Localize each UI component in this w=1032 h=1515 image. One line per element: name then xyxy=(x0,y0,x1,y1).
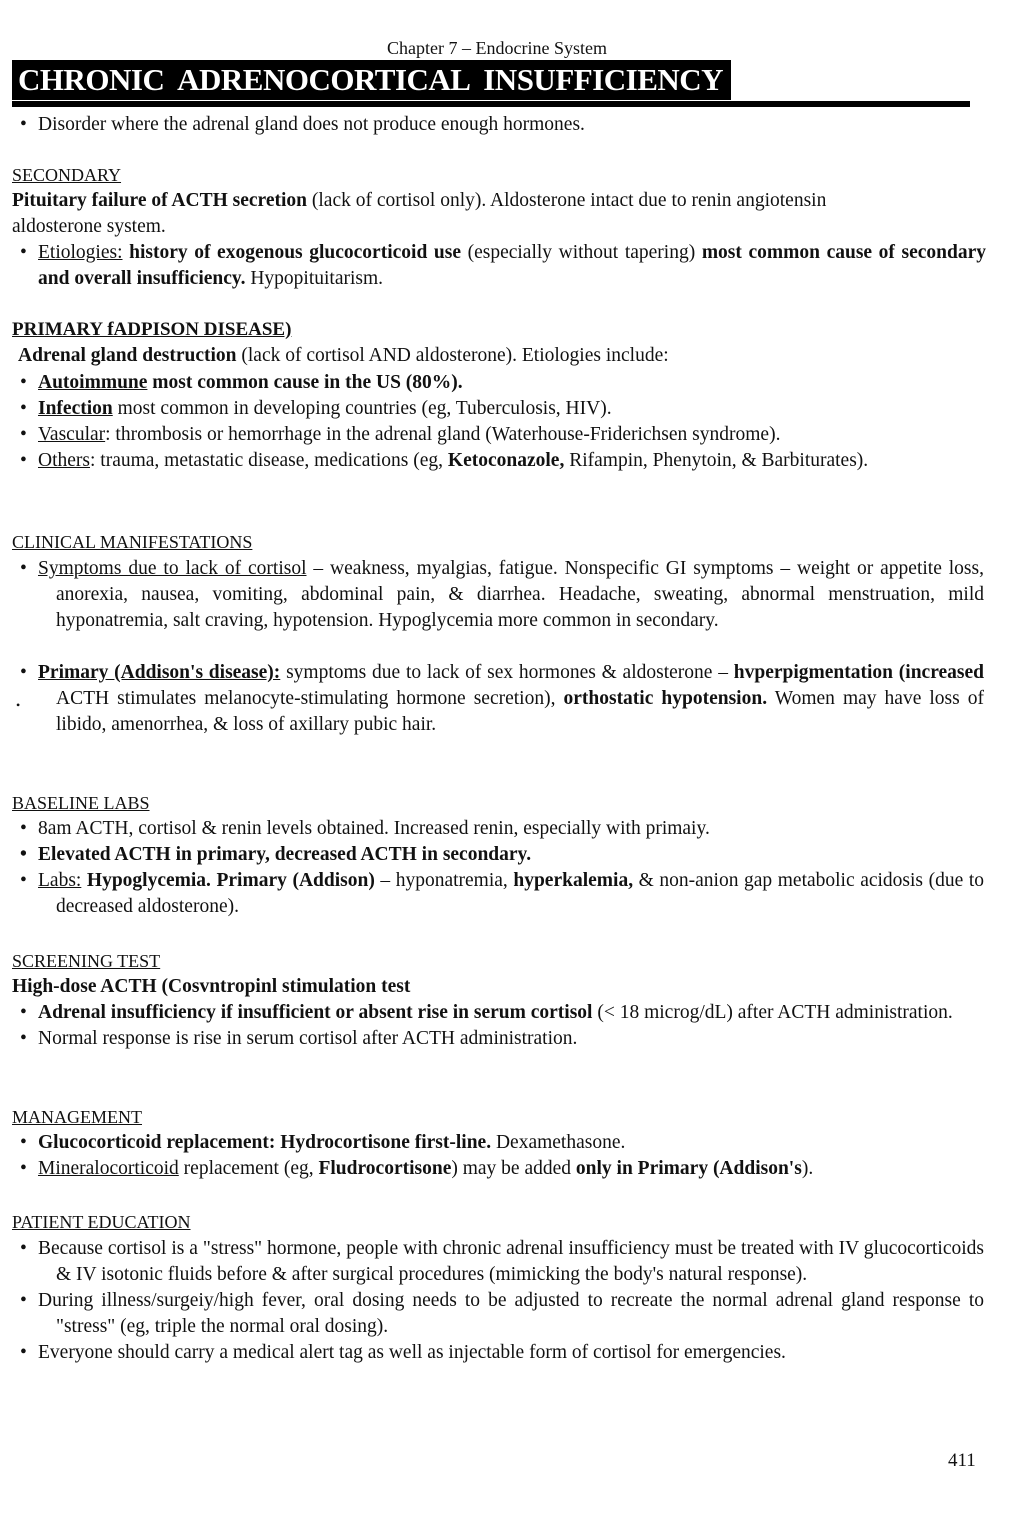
clinical-section xyxy=(12,529,1032,555)
section-heading: CLINICAL MANIFESTATIONS xyxy=(12,532,253,552)
page-title: CHRONIC ADRENOCORTICAL INSUFFICIENCY xyxy=(12,60,731,100)
section-heading: PRIMARY fADPISON DISEASE) xyxy=(12,319,292,340)
item-label: Etiologies: xyxy=(38,242,123,263)
item-text: Normal response is rise in serum cortisol after ACTH administration. xyxy=(38,1028,578,1049)
item-bold: history of exogenous glucocorticoid use xyxy=(122,242,461,263)
list-item xyxy=(0,1026,986,1052)
chapter-header: Chapter 7 – Endocrine System xyxy=(387,38,607,58)
section-heading: SECONDARY xyxy=(12,165,122,185)
item-text: Hypopituitarism. xyxy=(245,268,384,289)
item-bold: hvperpigmentation (increased xyxy=(733,662,984,683)
item-text: ). xyxy=(801,1158,814,1179)
lead-rest: (lack of cortisol AND aldosterone). Etiologies include: xyxy=(236,345,669,366)
primary-section xyxy=(12,317,1032,369)
lead-rest: (lack of cortisol only). Aldosterone intact due to renin angiotensin xyxy=(307,190,827,211)
item-text: Women may have loss of libido, amenorrhea, & loss of axillary pubic hair. xyxy=(56,688,984,735)
item-bold: Ketoconazole, xyxy=(447,450,565,471)
item-text: : thrombosis or hemorrhage in the adrenal gland (Waterhouse-Friderichsen syndrome). xyxy=(105,424,781,445)
clinical-list xyxy=(0,556,1032,738)
primary-lead xyxy=(12,343,1032,369)
list-item xyxy=(0,1156,986,1182)
section-heading: BASELINE LABS xyxy=(12,793,150,813)
item-text: Everyone should carry a medical alert tag as well as injectable form of cortisol for emergencies. xyxy=(38,1342,786,1363)
bullet-icon: • xyxy=(20,558,27,579)
bullet-icon: • xyxy=(20,114,27,135)
bullet-icon: • xyxy=(20,242,27,263)
item-text: 8am ACTH, cortisol & renin levels obtained. Increased renin, especially with primaiy. xyxy=(38,818,710,839)
item-text: ) may be added xyxy=(451,1158,576,1179)
item-bold: Adrenal insufficiency if insufficient or absent rise in serum cortisol xyxy=(38,1002,593,1023)
item-bold: Hypoglycemia. Primary (Addison) xyxy=(81,870,375,891)
item-text: During illness/surgeiy/high fever, oral dosing needs to be adjusted to recreate the normal adrenal gland response to "stress" (eg, triple the normal oral dosing). xyxy=(38,1290,984,1337)
bullet-icon: • xyxy=(20,398,27,419)
item-label: Infection xyxy=(38,398,113,419)
item-text: – hyponatremia, xyxy=(374,870,514,891)
item-text: : trauma, metastatic disease, medications (eg, xyxy=(90,450,448,471)
list-item xyxy=(0,422,986,448)
bullet-icon: • xyxy=(20,870,27,891)
item-text: ACTH stimulates melanocyte-stimulating hormone secretion), xyxy=(56,688,564,709)
item-bold: orthostatic hypotension. xyxy=(563,688,768,709)
page-number: 411 xyxy=(948,1450,976,1471)
lead-bold: Pituitary failure of ACTH secretion xyxy=(12,190,307,211)
title-rule xyxy=(12,101,970,107)
management-list xyxy=(0,1130,1032,1182)
list-item xyxy=(0,842,986,868)
item-text: Rifampin, Phenytoin, & Barbiturates). xyxy=(564,450,869,471)
bullet-icon: • xyxy=(20,372,27,393)
bullet-icon: • xyxy=(20,424,27,445)
labs-section xyxy=(12,790,1032,816)
list-item xyxy=(0,370,986,396)
list-item xyxy=(0,240,986,292)
item-text: & non-anion gap metabolic acidosis (due to decreased aldosterone). xyxy=(56,870,984,917)
list-item xyxy=(0,816,986,842)
primary-list xyxy=(0,370,1032,474)
list-item xyxy=(0,868,984,920)
list-item xyxy=(0,396,986,422)
bullet-icon: • xyxy=(20,662,27,683)
bullet-icon: • xyxy=(20,1028,27,1049)
list-item xyxy=(0,556,984,634)
bullet-icon: • xyxy=(20,1132,27,1153)
item-label: Mineralocorticoid xyxy=(38,1158,179,1179)
section-heading: MANAGEMENT xyxy=(12,1107,142,1127)
item-label: Others xyxy=(38,450,90,471)
item-text: (especially without tapering) xyxy=(460,242,702,263)
section-heading: SCREENING TEST xyxy=(12,951,161,971)
item-text: – weakness, myalgias, fatigue. Nonspecific GI symptoms – weight or appetite loss, anorexia, nausea, vomiting, abdominal pain, & diarrhea. Headache, sweating, abnormal menstruation, mild hyponatremia, salt craving, hypotension. Hypoglycemia more common in secondary. xyxy=(56,558,984,631)
item-text: Elevated ACTH in primary, decreased ACTH in secondary. xyxy=(38,844,532,865)
item-bold: most common cause of secondary and overall insufficiency. xyxy=(38,242,987,289)
education-section xyxy=(12,1209,1032,1235)
secondary-line2: aldosterone system. xyxy=(12,216,166,237)
bullet-icon: • xyxy=(20,1002,27,1023)
list-item xyxy=(0,112,986,138)
item-text: Dexamethasone. xyxy=(491,1132,626,1153)
bullet-icon: • xyxy=(20,1238,27,1259)
item-bold: Glucocorticoid replacement: Hydrocortisone first-line. xyxy=(38,1132,492,1153)
item-text: (< 18 microg/dL) after ACTH administration. xyxy=(592,1002,953,1023)
bullet-icon: • xyxy=(20,1342,27,1363)
item-text: symptoms due to lack of sex hormones & aldosterone – xyxy=(280,662,734,683)
item-bold: Fludrocortisone xyxy=(318,1158,452,1179)
screening-section xyxy=(12,948,1032,1000)
management-section xyxy=(12,1104,1032,1130)
list-item xyxy=(0,660,984,738)
list-item xyxy=(0,1000,984,1026)
secondary-lead xyxy=(12,188,1032,214)
item-text: replacement (eg, xyxy=(178,1158,319,1179)
education-list xyxy=(0,1236,1032,1366)
labs-list xyxy=(0,816,1032,920)
item-bold: only in Primary (Addison's xyxy=(575,1158,802,1179)
item-text: most common in developing countries (eg, Tuberculosis, HIV). xyxy=(112,398,612,419)
secondary-etiology xyxy=(0,240,1032,292)
item-text: Because cortisol is a "stress" hormone, people with chronic adrenal insufficiency must be treated with IV glucocorticoids & IV isotonic fluids before & after surgical procedures (mimicking the body's natural response). xyxy=(38,1238,984,1285)
bullet-icon: • xyxy=(20,818,27,839)
bullet-icon: • xyxy=(20,450,27,471)
section-heading: PATIENT EDUCATION xyxy=(12,1212,191,1232)
secondary-section xyxy=(12,162,1032,240)
list-item xyxy=(0,1288,984,1340)
list-item xyxy=(0,1130,986,1156)
screening-lead: High-dose ACTH (Cosvntropinl stimulation test xyxy=(12,976,411,997)
lead-bold: Adrenal gland destruction xyxy=(18,345,237,366)
bullet-icon: • xyxy=(20,1158,27,1179)
item-bold: hyperkalemia, xyxy=(513,870,634,891)
list-item xyxy=(0,448,986,474)
item-label: Labs: xyxy=(38,870,82,891)
bullet-icon: • xyxy=(20,1290,27,1311)
item-label: Primary (Addison's disease): xyxy=(38,662,281,683)
screening-list xyxy=(0,1000,1032,1052)
item-text: most common cause in the US (80%). xyxy=(147,372,463,393)
item-label: Vascular xyxy=(38,424,106,445)
list-item xyxy=(0,1236,984,1288)
list-item xyxy=(0,1340,986,1366)
intro-text: Disorder where the adrenal gland does not produce enough hormones. xyxy=(38,114,585,135)
intro-section xyxy=(0,112,1032,138)
stray-mark: • xyxy=(16,698,21,712)
item-label: Symptoms due to lack of cortisol xyxy=(38,558,307,579)
item-label: Autoimmune xyxy=(38,372,148,393)
bullet-icon: • xyxy=(20,844,27,865)
